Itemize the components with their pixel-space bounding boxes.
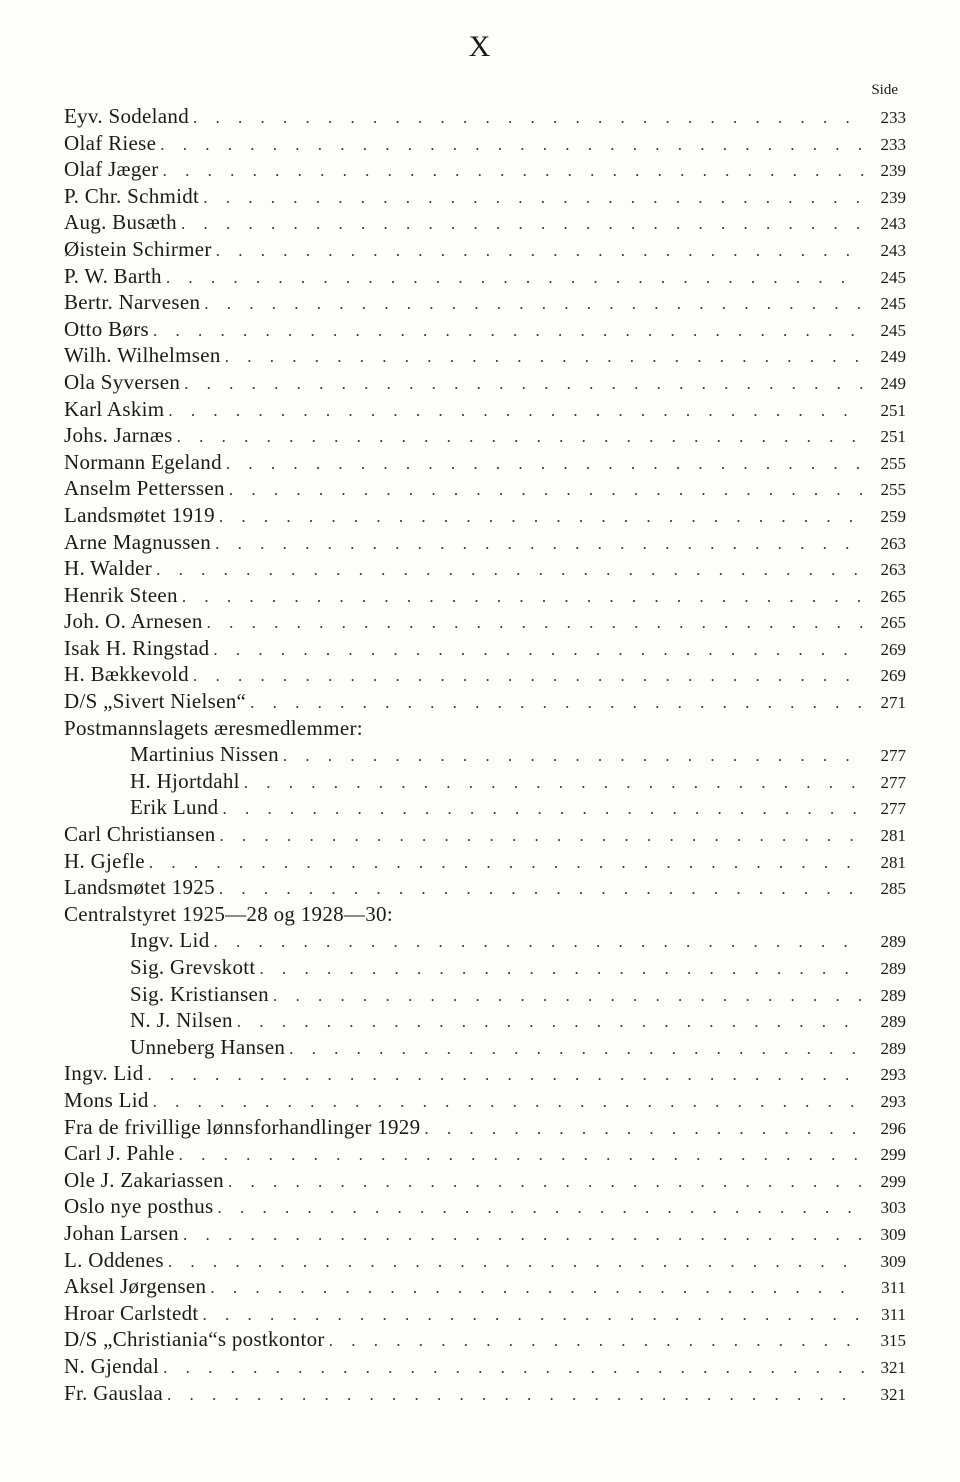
toc-entry-page: 251 — [880, 400, 906, 420]
toc-entry-page: 269 — [880, 666, 906, 686]
toc-entry-title: Postmannslagets æresmedlemmer: — [64, 715, 363, 740]
dot-leader — [217, 1198, 864, 1218]
dot-leader — [177, 427, 864, 447]
toc-entry — [64, 875, 906, 902]
dot-leader — [207, 613, 864, 633]
toc-entry-page: 259 — [880, 506, 906, 526]
toc-entry-page: 243 — [880, 214, 906, 234]
toc-entry-title: Sig. Grevskott — [130, 955, 256, 979]
toc-entry-page: 271 — [880, 693, 906, 713]
toc-entry-page: 311 — [881, 1304, 906, 1324]
toc-entry-page: 296 — [880, 1118, 906, 1138]
toc-entry-page: 281 — [880, 852, 906, 872]
toc-entry-title: Ola Syversen — [64, 369, 181, 394]
dot-leader — [229, 480, 864, 500]
dot-leader — [167, 1385, 864, 1405]
dot-leader — [163, 1358, 864, 1378]
dot-leader — [214, 932, 865, 952]
toc-entry — [64, 583, 906, 610]
toc-entry-title: Henrik Steen — [64, 582, 178, 607]
toc-entry-title: Bertr. Narvesen — [64, 290, 201, 315]
toc-entry-title: Johs. Jarnæs — [64, 423, 173, 448]
toc-entry-page: 251 — [880, 427, 906, 447]
toc-entry — [64, 397, 906, 424]
toc-entry — [64, 689, 906, 716]
toc-entry — [64, 1194, 906, 1221]
toc-entry — [64, 1301, 906, 1328]
toc-entry — [64, 237, 906, 264]
toc-entry — [64, 1008, 906, 1035]
toc-entry — [64, 370, 906, 397]
toc-entry-title: Oslo nye posthus — [64, 1194, 214, 1219]
toc-entry-title: Wilh. Wilhelmsen — [64, 343, 221, 368]
toc-entry-page: 245 — [880, 320, 906, 340]
toc-entry-page: 321 — [880, 1357, 906, 1377]
toc-entry-page: 277 — [880, 772, 906, 792]
toc-entry-title: H. Bækkevold — [64, 662, 189, 687]
toc-entry-title: Fra de frivillige lønnsforhandlinger 1929 — [64, 1114, 421, 1139]
toc-entry-title: Mons Lid — [64, 1087, 149, 1112]
toc-entry — [64, 662, 906, 689]
toc-entry-title: Karl Askim — [64, 396, 165, 421]
toc-entry-title: Sig. Kristiansen — [130, 981, 269, 1006]
dot-leader — [163, 161, 864, 181]
toc-entry — [64, 530, 906, 557]
dot-leader — [225, 347, 864, 367]
dot-leader — [168, 1252, 864, 1272]
toc-entry — [64, 982, 906, 1009]
toc-entry — [64, 609, 906, 636]
toc-entry — [64, 1354, 906, 1381]
toc-entry — [64, 317, 906, 344]
toc-entry — [64, 1035, 906, 1062]
toc-entry — [64, 795, 906, 822]
dot-leader — [237, 1012, 864, 1032]
toc-entry-title: Carl Christiansen — [64, 822, 216, 847]
toc-entry-page: 315 — [880, 1331, 906, 1351]
toc-entry-page: 299 — [880, 1171, 906, 1191]
dot-leader — [184, 374, 864, 394]
dot-leader — [219, 879, 864, 899]
toc-entry-title: Olaf Jæger — [64, 157, 159, 182]
table-of-contents — [64, 104, 906, 1407]
toc-entry-page: 245 — [880, 267, 906, 287]
dot-leader — [168, 401, 864, 421]
page-column-label: Side — [871, 82, 898, 98]
dot-leader — [193, 108, 864, 128]
toc-entry-title: Johan Larsen — [64, 1220, 179, 1245]
toc-entry-title: Unneberg Hansen — [130, 1034, 286, 1059]
toc-entry — [64, 131, 906, 158]
toc-entry-title: D/S „Christiania“s postkontor — [64, 1327, 325, 1352]
toc-entry-page: 309 — [880, 1251, 906, 1271]
toc-entry-title: Anselm Petterssen — [64, 476, 225, 501]
toc-entry-page: 321 — [880, 1384, 906, 1404]
dot-leader — [250, 693, 864, 713]
toc-entry-title: Aug. Busæth — [64, 210, 177, 235]
dot-leader — [181, 214, 864, 234]
toc-entry — [64, 822, 906, 849]
toc-entry — [64, 104, 906, 131]
toc-entry — [64, 928, 906, 955]
toc-entry-title: Joh. O. Arnesen — [64, 609, 203, 634]
dot-leader — [153, 321, 864, 341]
toc-entry-page: 289 — [880, 932, 906, 952]
toc-entry — [64, 290, 906, 317]
toc-entry-page: 281 — [880, 826, 906, 846]
dot-leader — [329, 1331, 864, 1351]
dot-leader — [289, 1039, 864, 1059]
toc-entry-page: 285 — [880, 879, 906, 899]
toc-entry-title: Otto Børs — [64, 316, 149, 341]
toc-entry-page: 269 — [880, 639, 906, 659]
toc-entry-title: Fr. Gauslaa — [64, 1380, 163, 1405]
toc-section-heading — [64, 902, 906, 929]
toc-entry-title: Normann Egeland — [64, 449, 222, 474]
toc-entry-page: 265 — [880, 586, 906, 606]
dot-leader — [182, 587, 864, 607]
toc-entry — [64, 210, 906, 237]
toc-entry-title: Ingv. Lid — [64, 1061, 144, 1086]
dot-leader — [244, 773, 864, 793]
toc-entry-title: P. W. Barth — [64, 263, 162, 288]
toc-entry — [64, 423, 906, 450]
dot-leader — [179, 1145, 864, 1165]
toc-entry-page: 293 — [880, 1065, 906, 1085]
toc-entry — [64, 184, 906, 211]
toc-entry-page: 309 — [880, 1224, 906, 1244]
toc-entry-title: H. Walder — [64, 556, 153, 581]
toc-entry — [64, 849, 906, 876]
toc-entry-title: Øistein Schirmer — [64, 236, 212, 261]
toc-entry — [64, 450, 906, 477]
toc-entry-page: 263 — [880, 533, 906, 553]
dot-leader — [148, 1065, 865, 1085]
toc-entry-page: 289 — [880, 1038, 906, 1058]
toc-entry-page: 277 — [880, 746, 906, 766]
toc-entry — [64, 1327, 906, 1354]
toc-entry-title: Eyv. Sodeland — [64, 104, 190, 128]
toc-entry-page: 245 — [880, 294, 906, 314]
dot-leader — [216, 241, 864, 261]
toc-entry-page: 289 — [880, 959, 906, 978]
toc-entry-page: 233 — [880, 134, 906, 154]
toc-entry-page: 249 — [880, 347, 906, 367]
toc-entry — [64, 1088, 906, 1115]
toc-entry-title: Landsmøtet 1919 — [64, 502, 215, 527]
toc-section-heading — [64, 716, 906, 743]
toc-entry — [64, 955, 906, 982]
toc-entry — [64, 503, 906, 530]
toc-entry — [64, 769, 906, 796]
dot-leader — [149, 853, 864, 873]
dot-leader — [203, 188, 864, 208]
toc-entry — [64, 1381, 906, 1408]
toc-entry-title: N. J. Nilsen — [130, 1008, 233, 1033]
toc-entry-title: Landsmøtet 1925 — [64, 875, 215, 900]
toc-entry-page: 299 — [880, 1145, 906, 1165]
toc-entry-title: Carl J. Pahle — [64, 1141, 175, 1166]
toc-entry — [64, 157, 906, 184]
toc-entry-title: Arne Magnussen — [64, 529, 212, 554]
page-number: X — [468, 30, 492, 63]
dot-leader — [153, 1092, 864, 1112]
toc-entry — [64, 264, 906, 291]
toc-entry-page: 311 — [881, 1278, 906, 1298]
dot-leader — [166, 268, 864, 288]
toc-entry-page: 239 — [880, 187, 906, 207]
toc-entry — [64, 1168, 906, 1195]
dot-leader — [160, 135, 864, 155]
toc-entry — [64, 742, 906, 769]
dot-leader — [213, 640, 864, 660]
dot-leader — [228, 1172, 864, 1192]
toc-entry — [64, 1141, 906, 1168]
toc-entry — [64, 1221, 906, 1248]
toc-entry-page: 265 — [880, 613, 906, 633]
toc-entry-title: P. Chr. Schmidt — [64, 183, 200, 208]
dot-leader — [215, 534, 864, 554]
dot-leader — [226, 454, 864, 474]
toc-entry — [64, 1248, 906, 1275]
dot-leader — [204, 294, 864, 314]
toc-entry-page: 255 — [880, 480, 906, 500]
toc-entry-title: Aksel Jørgensen — [64, 1274, 207, 1299]
toc-entry-title: Isak H. Ringstad — [64, 635, 210, 660]
toc-entry — [64, 636, 906, 663]
toc-entry-title: Olaf Riese — [64, 130, 157, 155]
dot-leader — [273, 986, 864, 1006]
dot-leader — [222, 799, 864, 819]
toc-entry-page: 289 — [880, 1012, 906, 1032]
toc-entry-title: Centralstyret 1925—28 og 1928—30: — [64, 901, 393, 926]
toc-entry-page: 303 — [880, 1198, 906, 1218]
toc-entry-page: 255 — [880, 453, 906, 473]
toc-entry-page: 249 — [880, 373, 906, 393]
toc-entry — [64, 1274, 906, 1301]
dot-leader — [424, 1119, 864, 1139]
dot-leader — [156, 560, 864, 580]
dot-leader — [203, 1305, 864, 1325]
dot-leader — [283, 746, 864, 766]
dot-leader — [219, 507, 864, 527]
toc-entry-page: 243 — [880, 240, 906, 260]
toc-entry-title: Erik Lund — [130, 795, 219, 820]
dot-leader — [183, 1225, 864, 1245]
dot-leader — [220, 826, 865, 846]
toc-entry — [64, 476, 906, 503]
toc-entry-title: L. Oddenes — [64, 1247, 164, 1272]
toc-entry-page: 233 — [880, 108, 906, 127]
toc-entry-title: Martinius Nissen — [130, 742, 279, 767]
toc-entry-title: N. Gjendal — [64, 1353, 160, 1378]
toc-entry-page: 293 — [880, 1091, 906, 1111]
toc-entry-title: Hroar Carlstedt — [64, 1300, 199, 1325]
toc-entry-page: 239 — [880, 161, 906, 181]
toc-entry-page: 263 — [880, 560, 906, 580]
toc-entry-title: Ingv. Lid — [130, 928, 210, 953]
toc-entry — [64, 1115, 906, 1142]
toc-entry — [64, 1061, 906, 1088]
dot-leader — [193, 666, 864, 686]
toc-entry-page: 277 — [880, 799, 906, 819]
dot-leader — [260, 959, 864, 979]
toc-entry-title: Ole J. Zakariassen — [64, 1167, 224, 1192]
toc-entry-title: H. Gjefle — [64, 848, 145, 873]
dot-leader — [210, 1278, 864, 1298]
toc-entry-title: H. Hjortdahl — [130, 768, 240, 793]
toc-entry — [64, 343, 906, 370]
toc-entry-title: D/S „Sivert Nielsen“ — [64, 689, 247, 714]
toc-entry — [64, 556, 906, 583]
toc-entry-page: 289 — [880, 985, 906, 1005]
